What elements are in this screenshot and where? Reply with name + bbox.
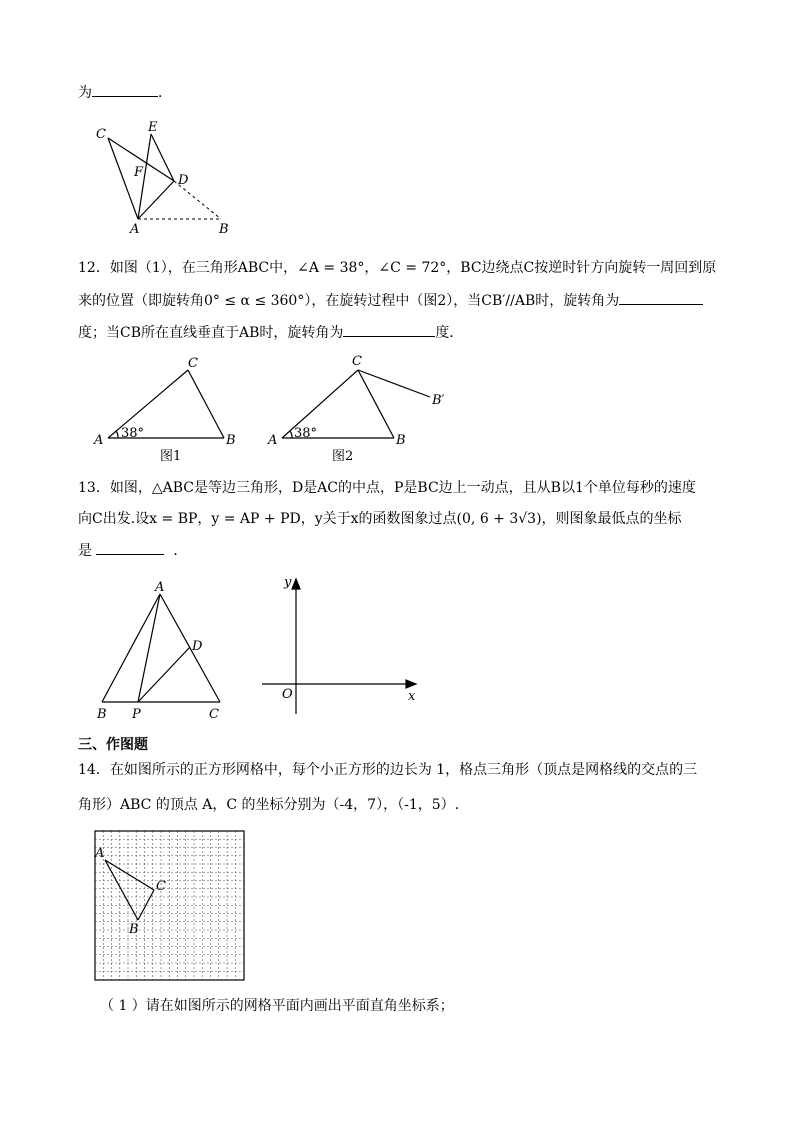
segment-AC xyxy=(160,594,220,702)
q14-line2: 角形）ABC 的顶点 A，C 的坐标分别为（-4，7），（-1，5）. xyxy=(78,797,460,813)
label-C: C xyxy=(156,879,166,894)
fig2-angle-label: 38° xyxy=(294,426,318,441)
q11-tail-prefix: 为 xyxy=(78,85,92,101)
q13-blank[interactable] xyxy=(96,540,164,555)
label-E: E xyxy=(148,120,158,135)
label-A: A xyxy=(155,580,165,595)
q13-line1: 13．如图，△ABC是等边三角形，D是AC的中点，P是BC边上一动点，且从B以1个单位每秒的速度 xyxy=(78,480,696,496)
label-B: B xyxy=(129,922,139,937)
x-axis-arrow xyxy=(406,680,416,688)
q13-triangle xyxy=(96,580,220,722)
axis-label-origin: O xyxy=(282,687,293,702)
fig2-label-Bprime: B′ xyxy=(432,393,445,408)
label-F: F xyxy=(134,165,144,180)
label-B: B xyxy=(97,707,107,722)
grid-lines xyxy=(95,831,244,980)
y-axis-arrow xyxy=(292,579,300,589)
fig2-label-C: C xyxy=(352,354,362,369)
label-C: C xyxy=(209,707,219,722)
q11-tail-suffix: ． xyxy=(158,85,172,101)
fig2-angle-arc xyxy=(290,431,292,438)
q12-blank-1[interactable] xyxy=(619,290,703,305)
fig1-label-C: C xyxy=(188,356,198,371)
fig2-label-A: A xyxy=(268,433,278,448)
section-title: 三、作图题 xyxy=(78,737,148,753)
grid-border xyxy=(95,831,244,980)
fig2-segment-CB xyxy=(358,370,394,438)
fig1-angle-arc xyxy=(116,431,118,438)
segment-PD xyxy=(138,647,190,702)
q12-line3 xyxy=(78,322,463,343)
q12-figures xyxy=(88,352,468,467)
fig1-caption: 图1 xyxy=(160,449,182,464)
axis-label-y: y xyxy=(284,575,292,590)
q12-line2 xyxy=(78,290,703,311)
q12-line1: 12．如图（1），在三角形ABC中，∠A = 38°，∠C = 72°，BC边绕点C按逆时针方向旋转一周回到原 xyxy=(78,260,717,276)
fig2-segment-CBprime xyxy=(358,370,430,397)
label-A: A xyxy=(130,222,140,237)
q12-figure-2 xyxy=(267,354,445,464)
q13-line3 xyxy=(78,540,187,561)
segment-BA xyxy=(102,594,160,702)
q14-grid-figure xyxy=(94,830,246,982)
q14-sub1: （ 1 ）请在如图所示的网格平面内画出平面直角坐标系； xyxy=(100,998,454,1014)
label-D: D xyxy=(178,173,189,188)
q13-line3-suffix: ． xyxy=(173,543,188,559)
q14-line1: 14．在如图所示的正方形网格中，每个小正方形的边长为 1，格点三角形（顶点是网格线的交点的三 xyxy=(78,762,698,778)
triangle-ABC xyxy=(105,860,154,920)
q12-line3-suffix: 度． xyxy=(435,325,464,341)
label-P: P xyxy=(132,707,141,722)
fig2-label-B: B xyxy=(396,433,406,448)
fig1-angle-label: 38° xyxy=(121,426,145,441)
fig1-segment-CB xyxy=(188,370,224,438)
axis-label-x: x xyxy=(408,689,416,704)
q13-figure xyxy=(88,574,428,724)
q12-line2-text: 来的位置（即旋转角0° ≤ α ≤ 360°），在旋转过程中（图2），当CB′//AB时，旋转角为 xyxy=(78,293,620,309)
q12-figure-1 xyxy=(93,356,236,464)
label-A: A xyxy=(95,846,105,861)
q11-answer-line xyxy=(78,82,172,103)
segment-AC xyxy=(105,860,154,890)
q12-blank-2[interactable] xyxy=(343,322,435,337)
q11-answer-blank[interactable] xyxy=(92,82,158,97)
q13-line2: 向C出发.设x = BP，y = AP + PD，y关于x的函数图象过点(0, 6 + 3√3)，则图象最低点的坐标 xyxy=(78,511,682,527)
q12-line3-text: 度；当CB所在直线垂直于AB时，旋转角为 xyxy=(78,325,344,341)
fig1-label-B: B xyxy=(226,433,236,448)
segment-AB xyxy=(105,860,138,920)
label-C: C xyxy=(96,127,106,142)
q13-axes xyxy=(262,575,416,714)
fig1-label-A: A xyxy=(94,433,104,448)
label-B: B xyxy=(219,222,229,237)
q13-line3-text: 是 xyxy=(78,543,92,559)
fig2-caption: 图2 xyxy=(332,449,354,464)
label-D: D xyxy=(192,639,203,654)
q11-figure xyxy=(88,118,248,238)
segment-AP xyxy=(138,594,160,702)
fig1-segment-AC xyxy=(108,370,188,438)
